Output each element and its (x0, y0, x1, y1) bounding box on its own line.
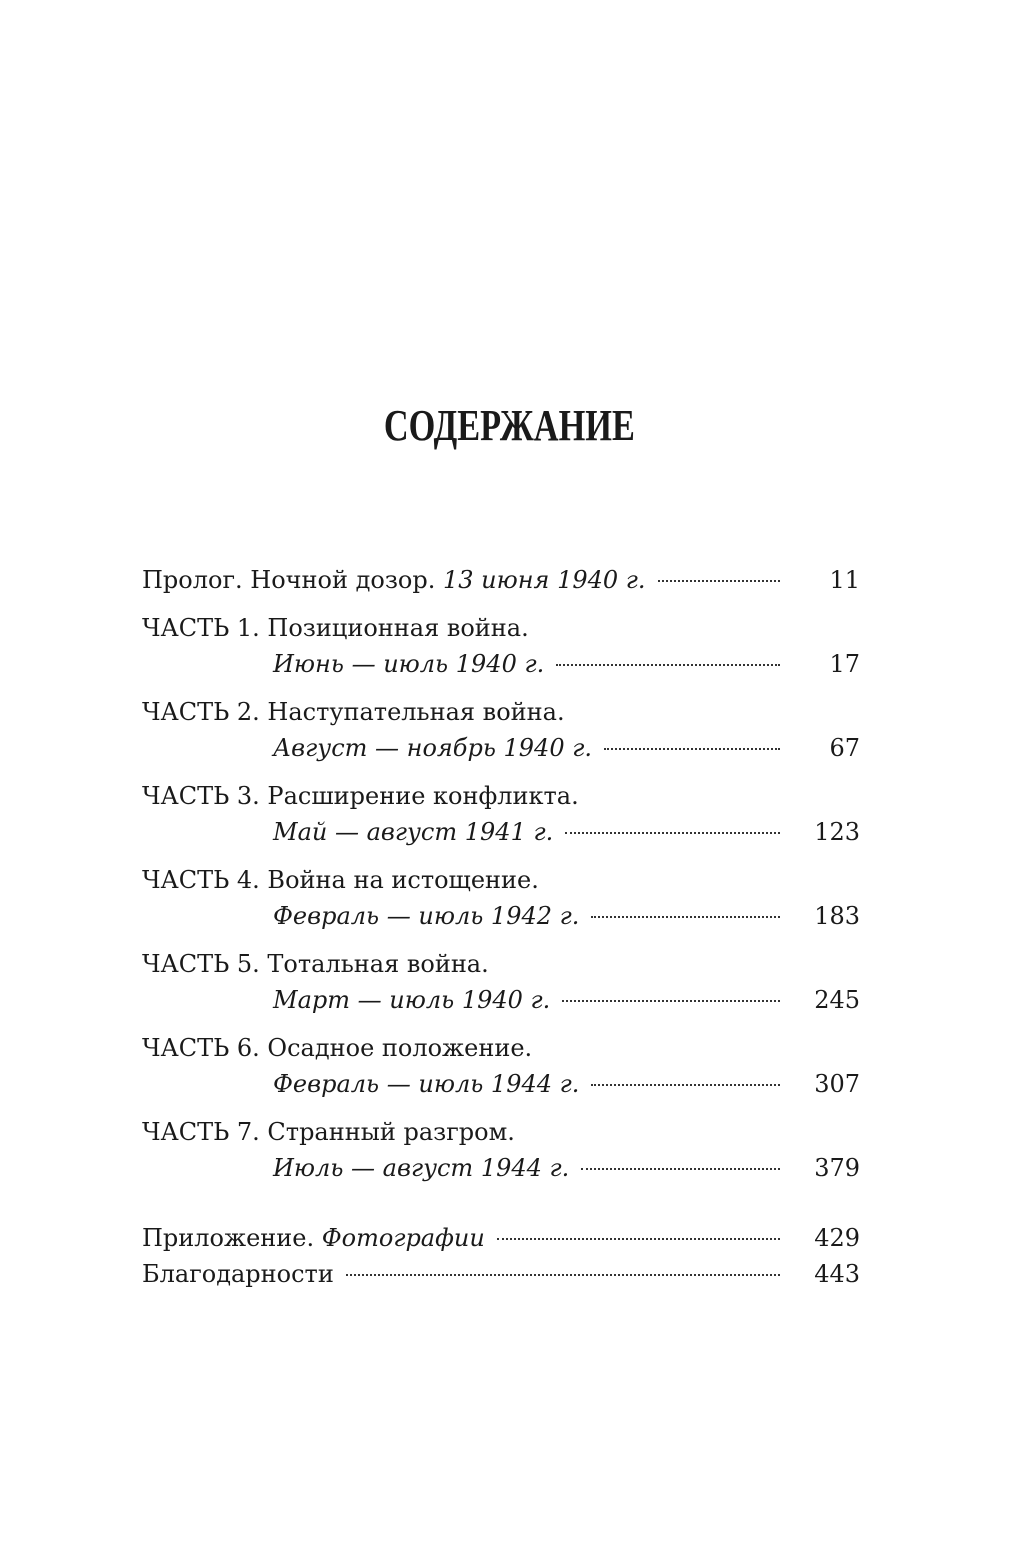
toc-row (142, 1030, 860, 1066)
part-date: Июль — август 1944 г. (273, 1154, 570, 1182)
toc-entry-part-4 (142, 862, 860, 934)
page-number: 307 (814, 1070, 860, 1098)
toc-row (142, 814, 860, 850)
toc-entry-part-7 (142, 1114, 860, 1186)
toc-label (142, 562, 646, 598)
page-number: 183 (814, 902, 860, 930)
page-number: 67 (829, 734, 860, 762)
part-date: Март — июль 1940 г. (273, 986, 551, 1014)
table-of-contents (142, 562, 860, 1292)
part-date: Август — ноябрь 1940 г. (273, 734, 592, 762)
toc-entry-part-2 (142, 694, 860, 766)
acknowledgements-label: Благодарности (142, 1260, 334, 1288)
toc-entry-appendix (142, 1220, 860, 1256)
dot-leader (591, 916, 780, 918)
toc-row (142, 946, 860, 982)
prologue-date: 13 июня 1940 г. (442, 566, 646, 594)
dot-leader (346, 1274, 780, 1276)
toc-row (142, 610, 860, 646)
toc-entry-prologue (142, 562, 860, 598)
part-label: ЧАСТЬ 1. Позиционная война. (142, 614, 529, 642)
part-label: ЧАСТЬ 2. Наступательная война. (142, 698, 565, 726)
toc-label (142, 1220, 485, 1256)
toc-row (142, 730, 860, 766)
toc-row (142, 646, 860, 682)
prologue-label: Пролог. Ночной дозор. (142, 566, 436, 594)
part-label: ЧАСТЬ 4. Война на истощение. (142, 866, 539, 894)
dot-leader (565, 832, 780, 834)
page-number: 123 (814, 818, 860, 846)
dot-leader (562, 1000, 780, 1002)
dot-leader (556, 664, 780, 666)
part-date: Май — август 1941 г. (273, 818, 554, 846)
toc-row (142, 562, 860, 598)
dot-leader (497, 1238, 780, 1240)
toc-entry-part-1 (142, 610, 860, 682)
toc-row (142, 694, 860, 730)
appendix-italic: Фотографии (321, 1224, 485, 1252)
part-label: ЧАСТЬ 5. Тотальная война. (142, 950, 489, 978)
toc-entry-part-5 (142, 946, 860, 1018)
toc-row (142, 1114, 860, 1150)
toc-row (142, 1220, 860, 1256)
part-label: ЧАСТЬ 7. Странный разгром. (142, 1118, 515, 1146)
toc-row (142, 982, 860, 1018)
part-date: Июнь — июль 1940 г. (273, 650, 545, 678)
page-number: 245 (814, 986, 860, 1014)
page-number: 11 (829, 566, 860, 594)
dot-leader (581, 1168, 780, 1170)
page-number: 429 (814, 1224, 860, 1252)
page-number: 379 (814, 1154, 860, 1182)
toc-entry-part-3 (142, 778, 860, 850)
toc-row (142, 778, 860, 814)
toc-entry-acknowledgements (142, 1256, 860, 1292)
toc-row (142, 862, 860, 898)
dot-leader (591, 1084, 780, 1086)
toc-row (142, 1150, 860, 1186)
dot-leader (658, 580, 780, 582)
toc-row (142, 898, 860, 934)
dot-leader (604, 748, 780, 750)
part-date: Февраль — июль 1942 г. (273, 902, 580, 930)
page-number: 443 (814, 1260, 860, 1288)
section-spacer (142, 1198, 860, 1220)
page-number: 17 (829, 650, 860, 678)
part-date: Февраль — июль 1944 г. (273, 1070, 580, 1098)
toc-entry-part-6 (142, 1030, 860, 1102)
page-title: СОДЕРЖАНИЕ (383, 401, 635, 450)
part-label: ЧАСТЬ 6. Осадное положение. (142, 1034, 533, 1062)
toc-row (142, 1256, 860, 1292)
toc-row (142, 1066, 860, 1102)
appendix-label: Приложение. (142, 1224, 315, 1252)
part-label: ЧАСТЬ 3. Расширение конфликта. (142, 782, 579, 810)
